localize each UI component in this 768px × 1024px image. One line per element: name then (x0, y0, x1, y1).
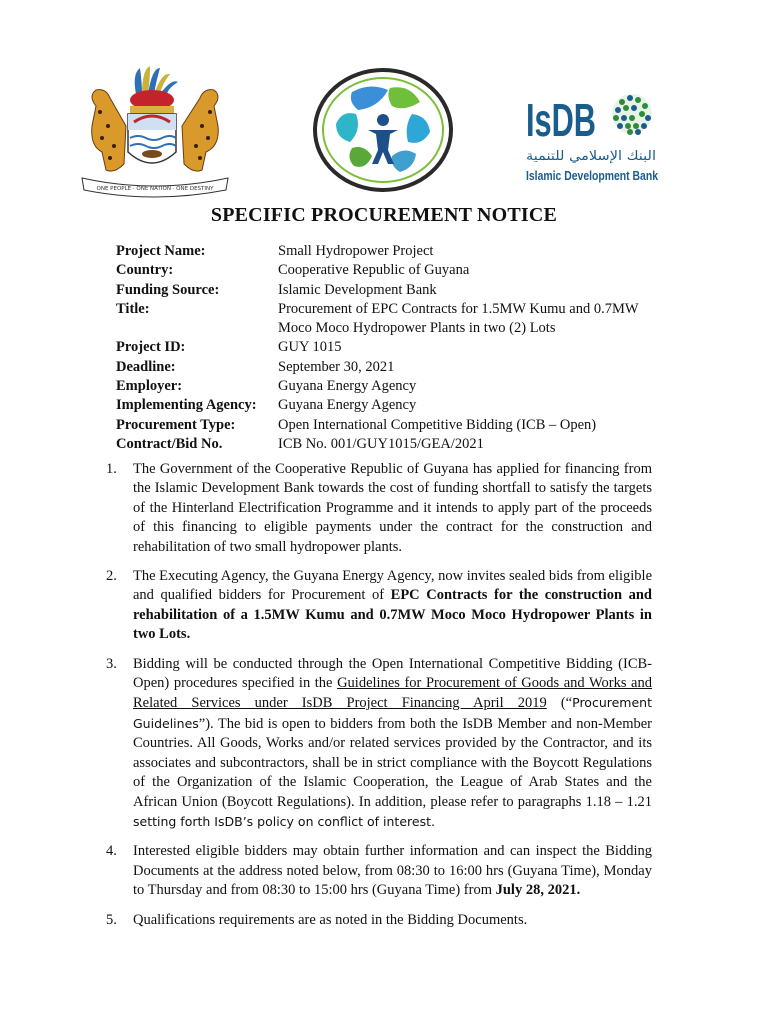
info-label: Funding Source: (116, 281, 220, 298)
paragraph-bold-text: July 28, 2021. (495, 882, 581, 899)
person-head (377, 114, 389, 126)
info-row (116, 377, 656, 396)
isdb-abbr: IsDB (526, 94, 596, 146)
isdb-english-name: Islamic Development Bank (526, 168, 659, 183)
paragraph-text-part: ”). The bid is open to bidders from both the IsDB Member and non-Member Countries. All Goods, Works and/or related services provided by the Contractor, and its associates and subcontractors, shall be in strict compliance with the Boycott Regulations of the Organization of the Islamic Cooperation, the League of Arab States and the African Union (Boycott Regulations). In addition, please refer to paragraphs 1.18 – 1.21 (133, 715, 652, 810)
paragraph-number: 3. (106, 655, 117, 672)
info-row (116, 300, 656, 339)
info-value: Open International Competitive Bidding (ICB – Open) (278, 416, 597, 433)
info-label: Implementing Agency: (116, 397, 257, 414)
numbered-paragraph (106, 460, 652, 557)
paragraph-number: 4. (106, 843, 117, 860)
info-row (116, 281, 656, 300)
info-row (116, 358, 656, 377)
info-row (116, 242, 656, 261)
motto-text: ONE PEOPLE · ONE NATION · ONE DESTINY (96, 186, 214, 192)
energy-agency-logo (312, 68, 454, 192)
paragraph-text-part: The Executing Agency, the Guyana Energy Agency, now invites sealed bids from eligible and qualified bidders for Procurement of (133, 568, 652, 604)
paragraph-text (133, 655, 652, 833)
info-value: GUY 1015 (278, 339, 342, 356)
info-value: Procurement of EPC Contracts for 1.5MW Kumu and 0.7MW Moco Moco Hydropower Plants in two (2) Lots (278, 300, 639, 337)
info-label: Title: (116, 300, 150, 317)
info-label: Project Name: (116, 243, 206, 259)
info-value: ICB No. 001/GUY1015/GEA/2021 (278, 435, 484, 452)
numbered-paragraph (106, 567, 652, 645)
numbered-paragraph (106, 911, 652, 930)
notice-paragraphs (106, 460, 652, 940)
paragraph-text-part: Interested eligible bidders may obtain further information and can inspect the Bidding Documents at the address noted below, from 08:30 to 16:00 hrs (Guyana Time), Monday to Thursday and from 08:30 to 15:00 hrs (Guyana Time) from (133, 843, 652, 899)
info-label: Contract/Bid No. (116, 435, 223, 452)
numbered-paragraph (106, 842, 652, 900)
page-title: SPECIFIC PROCUREMENT NOTICE (210, 204, 558, 226)
info-label: Project ID: (116, 339, 186, 356)
paragraph-text-part: (“ (546, 695, 573, 712)
project-info-table (116, 242, 656, 454)
info-row (116, 338, 656, 357)
left-jaguar (92, 90, 126, 171)
paragraph-text: Qualifications requirements are as noted in the Bidding Documents. (133, 911, 528, 928)
info-label: Procurement Type: (116, 416, 236, 433)
isdb-arabic-name: البنك الإسلامي للتنمية (526, 149, 656, 164)
paragraph-text-part: Procurement Guidelines (133, 695, 652, 731)
guidelines-link[interactable]: Guidelines for Procurement of Goods and Works and Related Services under IsDB Project Financing April 2019 (133, 675, 652, 712)
info-label: Country: (116, 262, 174, 279)
info-value: September 30, 2021 (278, 358, 395, 375)
info-value: Cooperative Republic of Guyana (278, 262, 470, 279)
paragraph-text (133, 567, 652, 645)
info-value: Guyana Energy Agency (278, 397, 417, 414)
paragraph-text: The Government of the Cooperative Republic of Guyana has applied for financing from the Islamic Development Bank towards the cost of funding shortfall to satisfy the targets of the Hinterland Electrification Programme and it intends to apply part of the proceeds of this financing to eligible payments under the contract for the construction and rehabilitation of two small hydropower plants. (133, 461, 652, 555)
paragraph-text-part: Bidding will be conducted through the Open International Competitive Bidding (ICB-Open) procedures specified in the (133, 655, 652, 692)
guyana-coat-of-arms-logo (76, 66, 234, 198)
info-row (116, 396, 656, 415)
paragraph-bold-text: EPC Contracts for the construction and rehabilitation of a 1.5MW Kumu and 0.7MW Moco Moco Hydropower Plants in two Lots. (133, 587, 652, 643)
info-label: Employer: (116, 378, 183, 395)
info-value: Guyana Energy Agency (278, 378, 417, 395)
paragraph-number: 5. (106, 911, 117, 928)
isdb-logo (526, 90, 666, 190)
info-value: Islamic Development Bank (278, 281, 437, 298)
globe-dots-icon (612, 94, 652, 135)
paragraph-number: 1. (106, 461, 117, 477)
info-row (116, 261, 656, 280)
info-row (116, 435, 656, 454)
info-label: Deadline: (116, 358, 176, 375)
info-value: Small Hydropower Project (278, 243, 434, 259)
right-jaguar (182, 90, 218, 171)
numbered-paragraph (106, 655, 652, 833)
logo-header (0, 60, 768, 200)
paragraph-text-part: setting forth IsDB’s policy on conflict of interest. (133, 813, 435, 829)
paragraph-text (133, 842, 652, 900)
info-row (116, 416, 656, 435)
paragraph-number: 2. (106, 568, 117, 585)
